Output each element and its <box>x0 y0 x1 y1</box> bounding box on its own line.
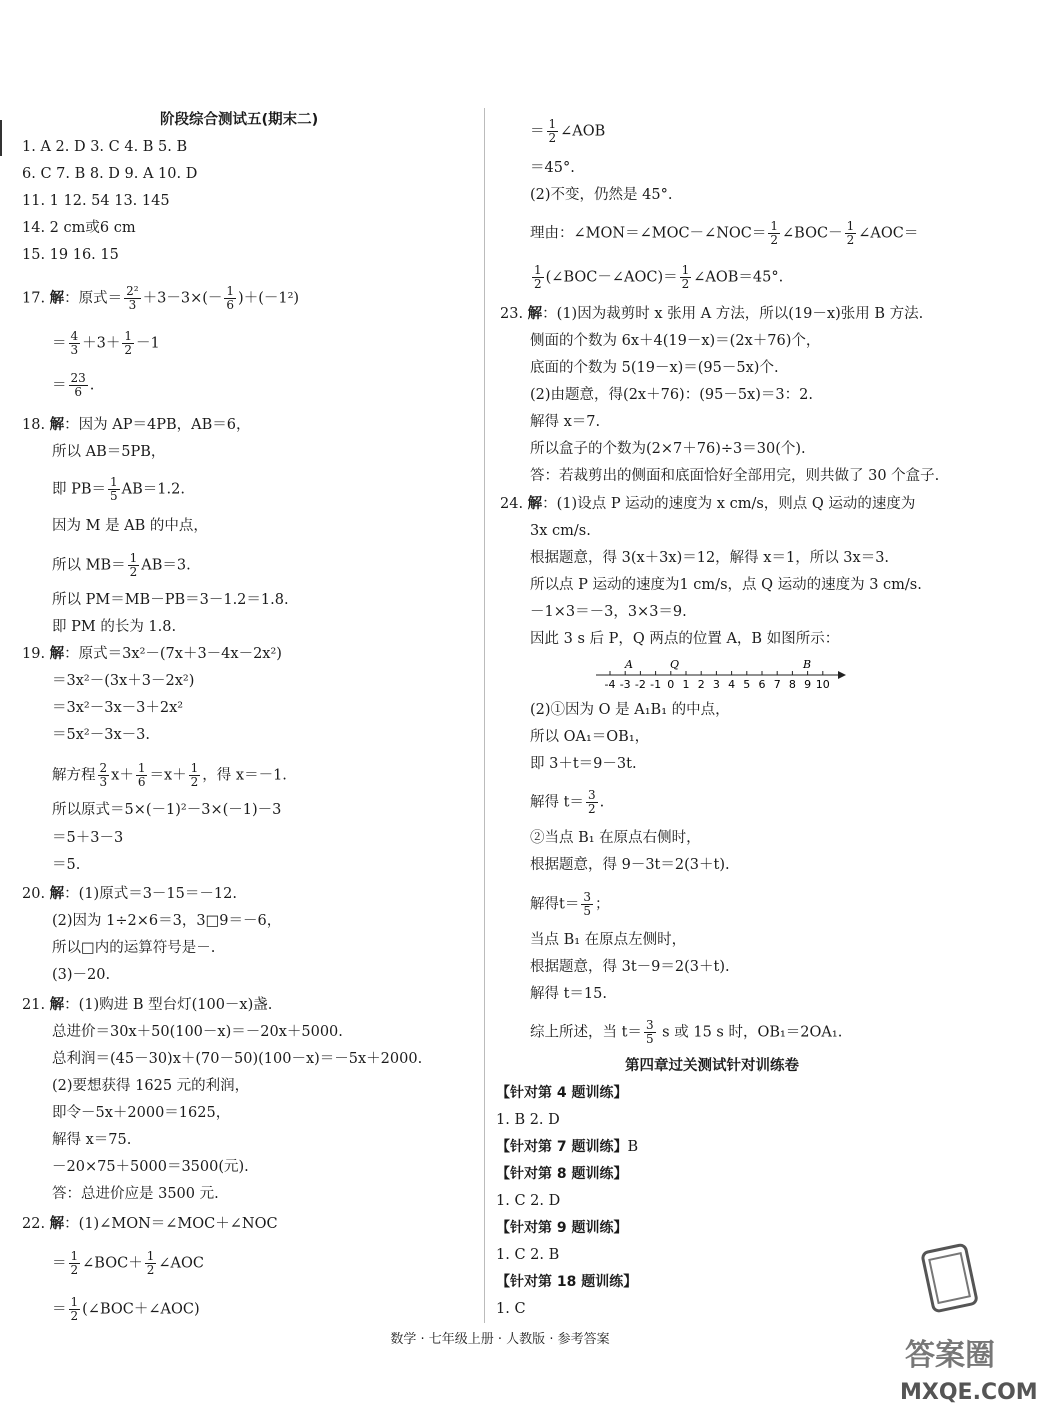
fraction: $\frac{1}{5}$ <box>110 475 118 503</box>
answer-line: 6. C 7. B 8. D 9. A 10. D <box>22 166 198 182</box>
answer-line: 解方程 $\frac{2}{3}$ x＋ $\frac{1}{6}$ ＝x＋ $\frac{1}{2}$ ，得 x＝－1. <box>52 761 287 789</box>
answer-line: ＝5x²－3x－3. <box>52 727 150 743</box>
answer-line: ＝3x²－3x－3＋2x² <box>52 700 184 716</box>
answer-line: ＝5. <box>52 857 81 873</box>
answer-line: ＝45°. <box>530 160 575 176</box>
answer-line: 23. 解：(1)因为裁剪时 x 张用 A 方法，所以(19－x)张用 B 方法. <box>500 305 924 322</box>
tick-label: 9 <box>804 678 812 691</box>
answer-line: 因为 M 是 AB 的中点， <box>52 518 208 534</box>
tick-label: 7 <box>773 678 781 691</box>
tick-label: 0 <box>667 678 675 691</box>
answer-line: 15. 19 16. 15 <box>22 247 119 263</box>
fraction: $\frac{1}{6}$ <box>226 284 235 312</box>
answer-line: 解得 x＝75. <box>52 1132 132 1148</box>
answer-line: (2)因为 1÷2×6＝3，3□9＝－6， <box>52 913 282 929</box>
answer-line: (2)①因为 O 是 A₁B₁ 的中点， <box>530 702 730 718</box>
fraction: $\frac{3}{5}$ <box>583 890 591 918</box>
answer-line: 11. 1 12. 54 13. 145 <box>22 193 170 209</box>
jie-label: 解 <box>49 289 65 307</box>
fraction: $\frac{23}{6}$ <box>70 371 86 399</box>
answer-line: 1. C <box>496 1301 526 1317</box>
section-title: 阶段综合测试五(期末二) <box>160 112 319 128</box>
fraction: $\frac{1}{2}$ <box>70 1295 79 1323</box>
answer-line: 即令－5x＋2000＝1625， <box>52 1105 231 1121</box>
answer-line: 22. 解：(1)∠MON＝∠MOC＋∠NOC <box>22 1215 278 1232</box>
answer-line: 解得 x＝7. <box>530 414 601 430</box>
answer-line: 总利润＝(45－30)x＋(70－50)(100－x)＝－5x＋2000. <box>52 1051 423 1067</box>
answer-line: 即 3＋t＝9－3t. <box>530 756 637 772</box>
tick-label: 4 <box>728 678 736 691</box>
answer-line: 因此 3 s 后 P，Q 两点的位置 A，B 如图所示： <box>530 631 840 647</box>
answer-line: 1. C 2. B <box>496 1247 560 1263</box>
answer-line: 20. 解：(1)原式＝3－15＝－12. <box>22 885 237 902</box>
answer-line: 所以□内的运算符号是－. <box>52 940 216 956</box>
fraction: $\frac{2}{3}$ <box>99 761 108 789</box>
training-tag: 【针对第 8 题训练】 <box>496 1166 628 1182</box>
training-tag: 【针对第 18 题训练】 <box>496 1274 638 1290</box>
answer-line: 综上所述，当 t＝ $\frac{3}{5}$ s 或 15 s 时，OB₁＝2OA₁. <box>530 1018 843 1046</box>
fraction: $\frac{1}{2}$ <box>70 1249 79 1277</box>
point-label-q: Q <box>670 658 680 671</box>
answer-line: 1. A 2. D 3. C 4. B 5. B <box>22 139 188 155</box>
answer-line: 答：总进价应是 3500 元. <box>52 1186 219 1202</box>
answer-line: 解得 t＝15. <box>530 986 607 1002</box>
tick-label: 1 <box>682 678 690 691</box>
answer-line: 所以原式＝5×(－1)²－3×(－1)－3 <box>52 802 282 818</box>
fraction: $\frac{1}{2}$ <box>770 219 779 247</box>
tick-label: -4 <box>604 678 616 691</box>
text: ：原式＝ <box>64 290 123 307</box>
fraction: $\frac{1}{2}$ <box>129 551 138 579</box>
fraction: $\frac{1}{2}$ <box>534 263 542 291</box>
tick-label: 8 <box>788 678 796 691</box>
answer-line: 解得t＝ $\frac{3}{5}$ ； <box>530 890 610 918</box>
fraction: $\frac{1}{6}$ <box>137 761 146 789</box>
answer-line: 根据题意，得 9－3t＝2(3＋t). <box>530 857 730 873</box>
answer-line: 21. 解：(1)购进 B 型台灯(100－x)盏. <box>22 996 273 1013</box>
tick-label: -2 <box>634 678 646 691</box>
answer-line: ＝ $\frac{1}{2}$ ∠AOB <box>530 117 606 145</box>
fraction: $\frac{1}{2}$ <box>548 117 557 145</box>
answer-line: 所以点 P 运动的速度为1 cm/s，点 Q 运动的速度为 3 cm/s. <box>530 577 922 593</box>
fraction: $\frac{1}{2}$ <box>190 761 199 789</box>
answer-line: (3)－20. <box>52 967 111 983</box>
tick-label: 5 <box>743 678 751 691</box>
answer-line: ＝ $\frac{1}{2}$ (∠BOC＋∠AOC) <box>52 1295 200 1323</box>
watermark-logo: 答案圈 <box>905 1338 995 1373</box>
answer-line: －20×75＋5000＝3500(元). <box>52 1159 249 1175</box>
q-number: 17. <box>22 290 46 307</box>
answer-line: 【针对第 7 题训练】B <box>496 1139 639 1155</box>
answer-line: 根据题意，得 3t－9＝2(3＋t). <box>530 959 730 975</box>
text: )＋(－1²) <box>238 290 300 307</box>
answer-line: ②当点 B₁ 在原点右侧时， <box>530 830 701 846</box>
answer-line: ＝3x²－(3x＋3－2x²) <box>52 673 195 689</box>
answer-line: 总进价＝30x＋50(100－x)＝－20x＋5000. <box>52 1024 343 1040</box>
stamp-logo <box>920 1240 980 1320</box>
answer-line: 底面的个数为 5(19－x)＝(95－5x)个. <box>530 360 779 376</box>
answer-line: 所以盒子的个数为(2×7＋76)÷3＝30(个). <box>530 441 806 457</box>
training-tag: 【针对第 7 题训练】 <box>496 1139 628 1155</box>
answer-line: 1. B 2. D <box>496 1112 560 1128</box>
tick-label: 6 <box>758 678 766 691</box>
answer-line: ＝5＋3－3 <box>52 830 124 846</box>
answer-line: (2)要想获得 1625 元的利润， <box>52 1078 250 1094</box>
answer-line: 即 PM 的长为 1.8. <box>52 619 177 635</box>
watermark-url: MXQE.COM <box>900 1380 1038 1405</box>
answer-line: 根据题意，得 3(x＋3x)＝12，解得 x＝1，所以 3x＝3. <box>530 550 890 566</box>
answer-line: 3x cm/s. <box>530 523 591 539</box>
answer-line <box>22 285 299 312</box>
fraction: $\frac{1}{2}$ <box>146 1249 155 1277</box>
tick-label: -1 <box>650 678 662 691</box>
answer-line: 24. 解：(1)设点 P 运动的速度为 x cm/s，则点 Q 运动的速度为 <box>500 495 916 512</box>
number-line <box>596 655 846 695</box>
answer-line: 当点 B₁ 在原点左侧时， <box>530 932 687 948</box>
answer-line: 解得 t＝ $\frac{3}{2}$ . <box>530 788 605 816</box>
answer-line: ＝ $\frac{4}{3}$ ＋3＋ $\frac{1}{2}$ －1 <box>52 329 160 357</box>
fraction: $\frac{\text{2²}}{3}$ <box>126 284 139 312</box>
answer-line: 18. 解：因为 AP＝4PB，AB＝6， <box>22 416 251 433</box>
answer-line: 侧面的个数为 6x＋4(19－x)＝(2x＋76)个， <box>530 333 821 349</box>
point-label-b: B <box>803 658 812 671</box>
fraction: $\frac{4}{3}$ <box>70 329 79 357</box>
answer-line: 19. 解：原式＝3x²－(7x＋3－4x－2x²) <box>22 645 282 662</box>
margin-mark <box>0 120 2 156</box>
answer-line: 所以 AB＝5PB， <box>52 444 166 460</box>
answer-line: 即 PB＝ $\frac{1}{5}$ AB＝1.2. <box>52 475 185 503</box>
tick-label: 2 <box>697 678 705 691</box>
answer-line: (2)由题意，得(2x＋76)：(95－5x)＝3：2. <box>530 387 813 403</box>
page-footer: 数学 · 七年级上册 · 人教版 · 参考答案 <box>390 1332 610 1347</box>
section-title: 第四章过关测试针对训练卷 <box>625 1058 799 1074</box>
fraction: $\frac{1}{2}$ <box>846 219 855 247</box>
training-tag: 【针对第 9 题训练】 <box>496 1220 628 1236</box>
column-divider <box>484 108 485 1323</box>
answer-line: ＝ $\frac{1}{2}$ ∠BOC＋ $\frac{1}{2}$ ∠AOC <box>52 1249 204 1277</box>
answer-line: 所以 PM＝MB－PB＝3－1.2＝1.8. <box>52 592 289 608</box>
point-label-a: A <box>625 658 633 671</box>
answer-line: ＝ $\frac{23}{6}$ . <box>52 371 95 399</box>
answer-line: 14. 2 cm或6 cm <box>22 220 136 236</box>
fraction: $\frac{3}{2}$ <box>587 788 596 816</box>
answer-line: $\frac{1}{2}$ (∠BOC－∠AOC)＝ $\frac{1}{2}$ ∠AOB＝45°. <box>534 263 784 291</box>
fraction: $\frac{3}{5}$ <box>645 1018 654 1046</box>
answer-line: (2)不变，仍然是 45°. <box>530 187 673 203</box>
answer-line: 所以 OA₁＝OB₁， <box>530 729 650 745</box>
training-tag: 【针对第 4 题训练】 <box>496 1085 628 1101</box>
answer-line: －1×3＝－3，3×3＝9. <box>530 604 687 620</box>
tick-label: 3 <box>712 678 720 691</box>
answer-line: 理由：∠MON＝∠MOC－∠NOC＝ $\frac{1}{2}$ ∠BOC－ $\frac{1}{2}$ ∠AOC＝ <box>530 219 919 247</box>
answer-line: 1. C 2. D <box>496 1193 561 1209</box>
fraction: $\frac{1}{2}$ <box>681 263 690 291</box>
text: ＋3－3×(－ <box>142 290 223 307</box>
fraction: $\frac{1}{2}$ <box>124 329 133 357</box>
tick-label: 10 <box>815 678 830 691</box>
answer-line: 所以 MB＝ $\frac{1}{2}$ AB＝3. <box>52 551 191 579</box>
tick-label: -3 <box>619 678 631 691</box>
answer-line: 答：若裁剪出的侧面和底面恰好全部用完，则共做了 30 个盒子. <box>530 468 940 484</box>
